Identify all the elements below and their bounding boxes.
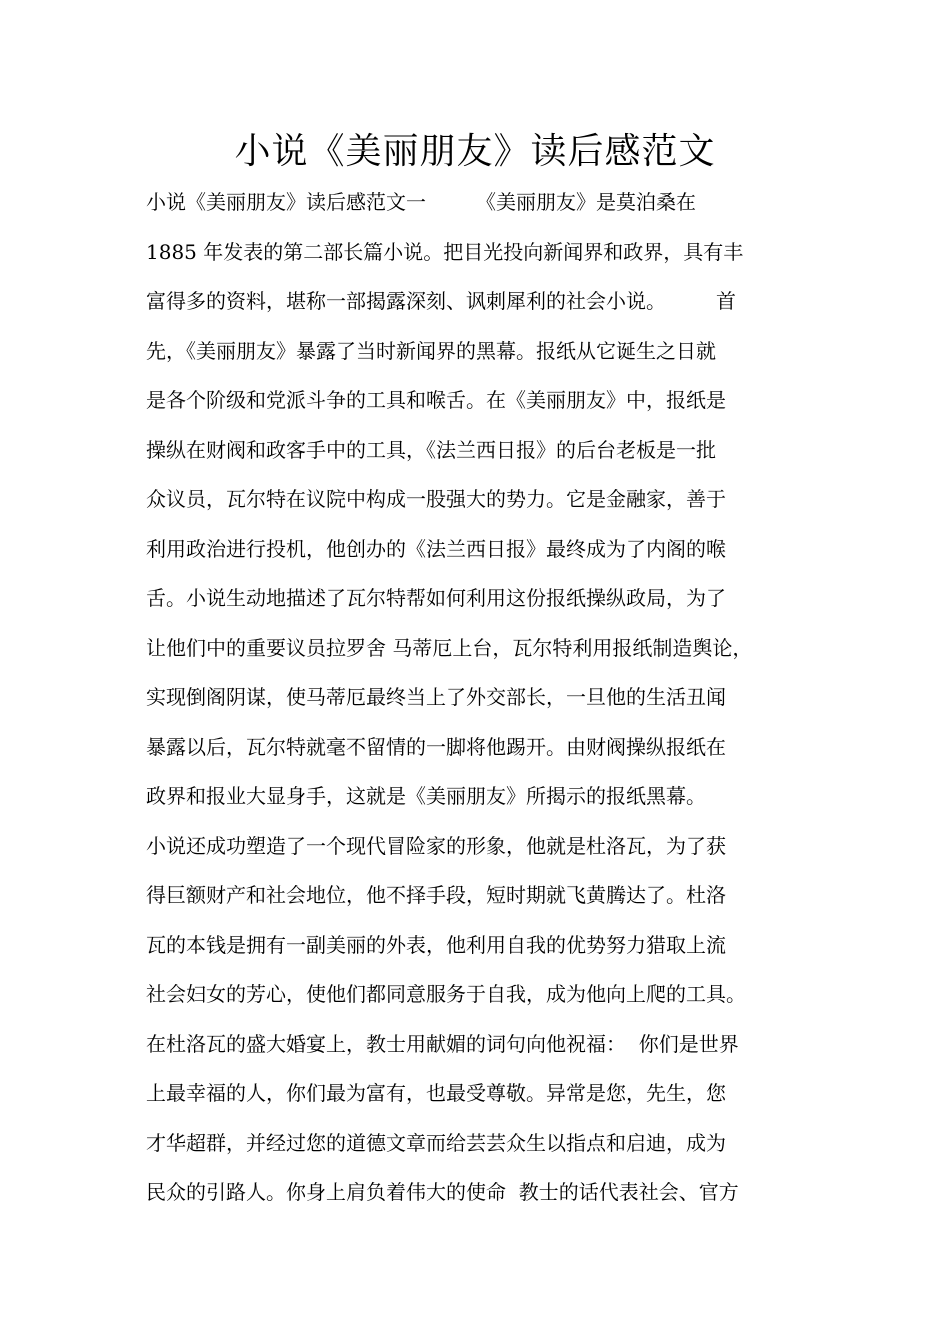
body-line: 让他们中的重要议员拉罗舍 马蒂厄上台，瓦尔特利用报纸制造舆论， [146,635,753,660]
body-line: 政界和报业大显身手，这就是《美丽朋友》所揭示的报纸黑幕。 [146,784,706,808]
body-line: 得巨额财产和社会地位，他不择手段，短时期就飞黄腾达了。杜洛 [146,883,726,907]
body-line: 1885 年发表的第二部长篇小说。把目光投向新闻界和政界，具有丰 [146,239,744,264]
body-line: 民众的引路人。你身上肩负着伟大的使命 教士的话代表社会、官方 [146,1180,739,1204]
body-line: 富得多的资料，堪称一部揭露深刻、讽刺犀利的社会小说。 首 [146,289,736,313]
document-body [146,178,826,1218]
body-line: 在杜洛瓦的盛大婚宴上，教士用献媚的词句向他祝福： 你们是世界 [146,1031,739,1056]
document-title: 小说《美丽朋友》读后感范文 [234,131,716,172]
body-line: 小说还成功塑造了一个现代冒险家的形象，他就是杜洛瓦，为了获 [146,833,726,858]
body-line: 利用政治进行投机，他创办的《法兰西日报》最终成为了内阁的喉 [146,536,726,561]
body-line: 实现倒阁阴谋，使马蒂厄最终当上了外交部长，一旦他的生活丑闻 [146,685,726,709]
body-line: 上最幸福的人，你们最为富有，也最受尊敬。异常是您，先生，您 [146,1081,726,1105]
body-line: 暴露以后，瓦尔特就毫不留情的一脚将他踢开。由财阀操纵报纸在 [146,734,726,759]
body-line: 先，《美丽朋友》暴露了当时新闻界的黑幕。报纸从它诞生之日就 [146,338,716,363]
body-line: 是各个阶级和党派斗争的工具和喉舌。在《美丽朋友》中，报纸是 [146,388,726,412]
body-line: 瓦的本钱是拥有一副美丽的外表，他利用自我的优势努力猎取上流 [146,932,726,957]
body-line: 社会妇女的芳心，使他们都同意服务于自我，成为他向上爬的工具。 [146,982,746,1006]
body-line: 舌。小说生动地描述了瓦尔特帮如何利用这份报纸操纵政局，为了 [146,586,726,610]
body-line: 操纵在财阀和政客手中的工具，《法兰西日报》的后台老板是一批 [146,437,716,462]
body-line: 小说《美丽朋友》读后感范文一 《美丽朋友》是莫泊桑在 [146,190,696,214]
body-line: 才华超群，并经过您的道德文章而给芸芸众生以指点和启迪，成为 [146,1130,726,1155]
body-line: 众议员，瓦尔特在议院中构成一股强大的势力。它是金融家，善于 [146,487,726,511]
